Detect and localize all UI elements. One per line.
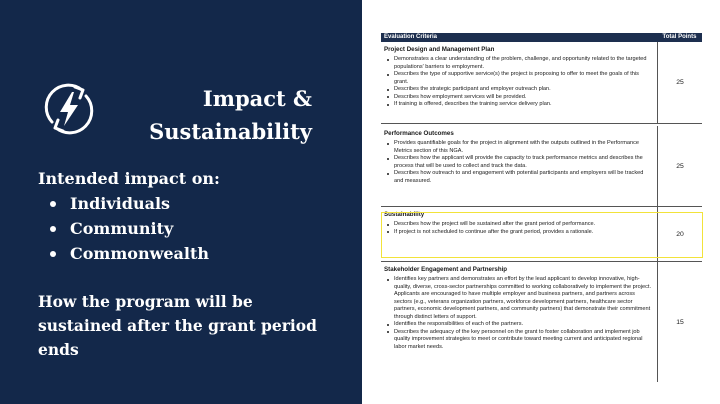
slide-title-line1: Impact & [202,86,312,111]
table-row [381,207,702,262]
table-header [381,33,702,42]
list-item: If training is offered, describes the training service delivery plan. [384,101,653,109]
list-item: Demonstrates a clear understanding of the problem, challenge, and opportunity related to the targeted populations' barriers to employment. [384,56,653,71]
slide-title-line2: Sustainability [149,119,312,144]
criteria-cell [381,126,657,206]
list-item: Provides quantifiable goals for the project in alignment with the outputs outlined in the Performance Metrics section of this NGA. [384,140,653,155]
slide-title [149,82,312,148]
lightning-bolt-refresh-icon [38,78,100,140]
list-item: Describes the type of supportive service(s) the project is proposing to offer to meet the goals of this grant. [384,71,653,86]
list-item: Community [48,216,209,241]
list-item: Describes how the project will be sustained after the grant period of performance. [384,221,653,229]
bullet-list [384,221,653,236]
points-cell: 25 [657,126,702,206]
section-title: Performance Outcomes [384,130,454,137]
list-item: Describes how outreach to and engagement with potential participants and employers will be tracked and measured. [384,170,653,185]
evaluation-criteria-table [381,33,702,383]
list-item: Describes how employment services will be provided. [384,94,653,102]
list-item: Describes the adequacy of the key personnel on the grant to foster collaboration and implement job quality improvement strategies to meet or contribute toward meeting current and anticipated regional labor market needs. [384,329,653,352]
intended-impact-heading: Intended impact on: [38,169,220,188]
list-item: Describes how the applicant will provide the capacity to track performance metrics and describes the process that will be used to collect and track the data. [384,155,653,170]
header-criteria: Evaluation Criteria [384,34,438,40]
section-title: Stakeholder Engagement and Partnership [384,266,508,273]
table-row [381,124,702,207]
bullet-list [384,140,653,185]
bullet-list [384,56,653,109]
sustainability-summary: How the program will be sustained after the grant period ends [38,292,317,359]
points-cell: 20 [657,207,702,261]
impact-list [48,191,209,266]
table-row [381,42,702,124]
list-item: Commonwealth [48,241,209,266]
table-row [381,262,702,382]
list-item: Individuals [48,191,209,216]
points-cell: 25 [657,42,702,123]
list-item: If project is not scheduled to continue after the grant period, provides a rationale. [384,229,653,237]
criteria-cell [381,42,657,123]
points-cell: 15 [657,262,702,382]
section-title: Sustainability [384,211,425,218]
list-item: Identifies the responsibilities of each of the partners. [384,321,653,329]
section-title: Project Design and Management Plan [384,46,495,53]
criteria-cell [381,207,657,261]
bullet-list [384,276,653,351]
list-item: Describes the strategic participant and employer outreach plan. [384,86,653,94]
list-item: Identifies key partners and demonstrates an effort by the lead applicant to develop innovative, high-quality, diverse, cross-sector partnerships committed to working collaboratively to implement the project. Applicants are encouraged to have multiple employer and business partners, and partners across sectors (e.g., veterans organization partners, workforce development partners, healthcare sector partners, economic development partners, and community partners) that demonstrate their commitment through distinct letters of support. [384,276,653,321]
header-points: Total Points [662,34,697,40]
criteria-cell [381,262,657,382]
